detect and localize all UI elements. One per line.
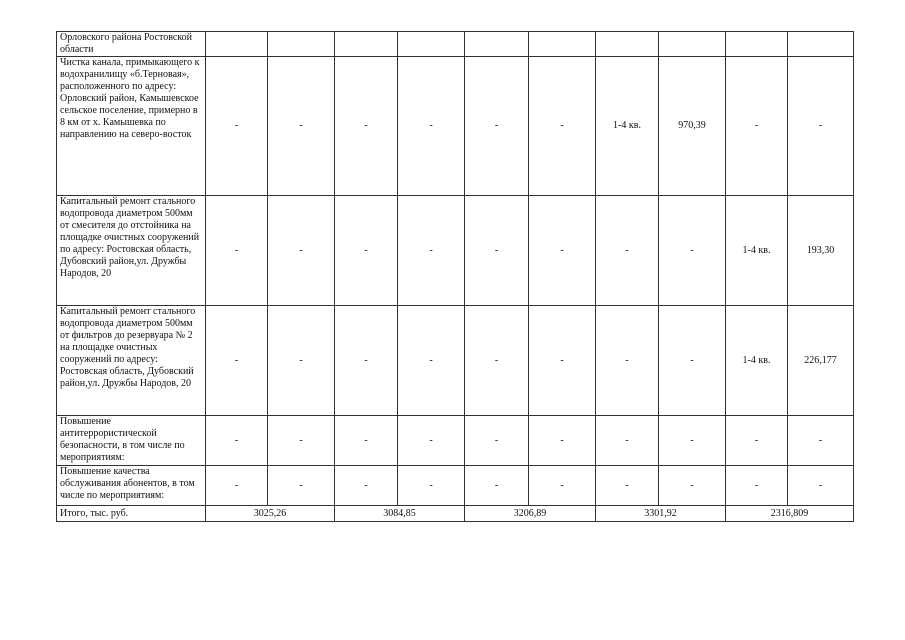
table-cell: - (529, 466, 596, 506)
table-cell: - (596, 466, 659, 506)
table-cell: - (788, 57, 854, 196)
table-cell: - (268, 466, 335, 506)
table-row (57, 416, 854, 466)
table-cell: - (465, 57, 529, 196)
table-row (57, 32, 854, 57)
table-cell: - (465, 306, 529, 416)
total-value: 3084,85 (335, 506, 465, 522)
table-cell: - (206, 196, 268, 306)
table-cell: - (659, 416, 726, 466)
total-row (57, 506, 854, 522)
row-description: Повышение качества обслуживания абонентов, в том числе по мероприятиям: (57, 466, 206, 506)
table-cell: - (398, 306, 465, 416)
table-cell: - (726, 57, 788, 196)
table-cell (335, 32, 398, 57)
table-cell (596, 32, 659, 57)
total-label: Итого, тыс. руб. (57, 506, 206, 522)
table-cell: - (788, 466, 854, 506)
table-cell: - (659, 306, 726, 416)
table-cell: - (529, 196, 596, 306)
table-cell: - (529, 306, 596, 416)
table-cell: - (398, 196, 465, 306)
table-cell: - (206, 416, 268, 466)
table-cell: - (726, 466, 788, 506)
table-cell: - (465, 466, 529, 506)
table-cell: 193,30 (788, 196, 854, 306)
table-cell: - (726, 416, 788, 466)
table-cell: - (206, 306, 268, 416)
row-description: Капитальный ремонт стального водопровода диаметром 500мм от фильтров до резервуара № 2 на площадке очистных сооружений по адресу: Ростовская область, Дубовский район,ул. Дружбы Народов, 20 (57, 306, 206, 416)
measures-table (56, 31, 854, 522)
table-cell (268, 32, 335, 57)
total-value: 3025,26 (206, 506, 335, 522)
table-cell: - (206, 57, 268, 196)
total-value: 3301,92 (596, 506, 726, 522)
table-cell: - (335, 196, 398, 306)
row-description: Чистка канала, примыкающего к водохранилищу «б.Терновая», расположенного по адресу: Орловский район, Камышевское сельское поселение, примерно в 8 км от х. Камышевка по направлению на северо-восток (57, 57, 206, 196)
table-cell (726, 32, 788, 57)
table-cell: - (398, 416, 465, 466)
row-description: Повышение антитеррористической безопасности, в том числе по мероприятиям: (57, 416, 206, 466)
table-cell: - (659, 466, 726, 506)
table-cell: - (206, 466, 268, 506)
table-cell: - (529, 416, 596, 466)
table-cell (465, 32, 529, 57)
table-cell: - (268, 196, 335, 306)
table-cell: - (335, 416, 398, 466)
table-cell (206, 32, 268, 57)
table-row (57, 466, 854, 506)
table-body (57, 32, 854, 522)
total-value: 2316,809 (726, 506, 854, 522)
table-cell: - (398, 57, 465, 196)
table-cell: - (596, 306, 659, 416)
table-cell (788, 32, 854, 57)
table-cell: - (659, 196, 726, 306)
table-cell: - (268, 57, 335, 196)
table-cell: - (596, 416, 659, 466)
table-cell (529, 32, 596, 57)
table-cell: - (465, 416, 529, 466)
table-cell: - (465, 196, 529, 306)
table-cell (398, 32, 465, 57)
table-cell: - (335, 57, 398, 196)
total-value: 3206,89 (465, 506, 596, 522)
table-cell: 1-4 кв. (596, 57, 659, 196)
table-cell: - (335, 466, 398, 506)
row-description: Орловского района Ростовской области (57, 32, 206, 57)
table-row (57, 306, 854, 416)
table-cell: 1-4 кв. (726, 196, 788, 306)
table-row (57, 57, 854, 196)
table-cell: - (529, 57, 596, 196)
table-cell: - (268, 306, 335, 416)
table-cell: 970,39 (659, 57, 726, 196)
table-cell (659, 32, 726, 57)
table-cell: - (335, 306, 398, 416)
table-cell: 226,177 (788, 306, 854, 416)
table-cell: 1-4 кв. (726, 306, 788, 416)
table-cell: - (596, 196, 659, 306)
table-cell: - (788, 416, 854, 466)
table-cell: - (268, 416, 335, 466)
table-cell: - (398, 466, 465, 506)
table-row (57, 196, 854, 306)
row-description: Капитальный ремонт стального водопровода диаметром 500мм от смесителя до отстойника на площадке очистных сооружений по адресу: Ростовская область, Дубовский район,ул. Дружбы Народов, 20 (57, 196, 206, 306)
